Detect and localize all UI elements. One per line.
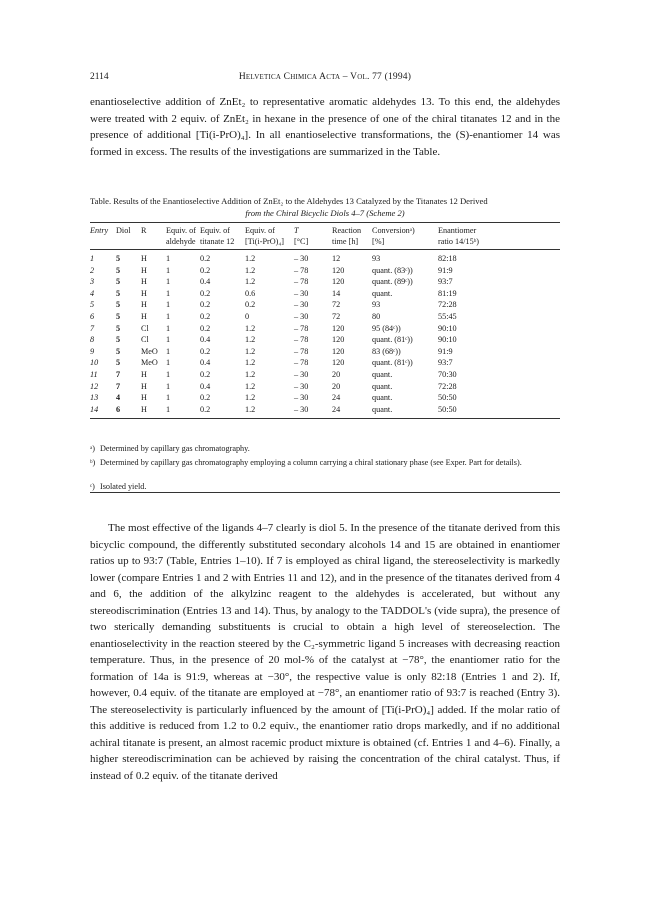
cell-aldehyde: 1 [166, 346, 171, 356]
col-header-titanate: Equiv. of [200, 223, 245, 237]
cell-aldehyde: 1 [166, 335, 171, 345]
cell-reaction-time: 120 [332, 346, 345, 356]
cell-aldehyde: 1 [166, 311, 171, 321]
discussion-paragraph: The most effective of the ligands 4–7 clearly is diol 5. In the presence of the titanate derived from this bicyclic compound, the differently substituted secondary alcohols 14 and 15 are obtained in enantiomer ratios up to 93:7 (Table, Entries 1–10). If 7 is employed as chiral ligand, the stereoselectivity is markedly lower (compare Entries 1 and 2 with Entries 11 and 12), and in the presence of the titanates derived from 4 and 6, the addition of the alkylzinc reagent to the aldehydes is accelerated, but without any stereodiscrimination (Entries 13 and 14). Thus, by analogy to the TADDOL's (vide supra), the presence of two sterically demanding substituents is crucial to obtain a high level of stereoselection. The enantioselectivity in the reaction steered by the C₂-symmetric ligand 5 increases with decreasing reaction temperature. Thus, in the presence of 20 mol-% of the catalyst at −78°, the enantiomer ratio for the formation of 14a is 91:9, whereas at −30°, the respective value is only 82:18 (Entries 1 and 2). If, however, 0.4 equiv. of the titanate are employed at −78°, an enantiomer ratio of 93:7 is reached (Entry 3). The stereoselectivity is particularly influenced by the amount of [Ti(i-PrO)₄] added. If the molar ratio of this additive is reduced from 1.2 to 0.2 equiv., the enantiomer ratio drops markedly, and if no additional achiral titanate is present, an almost racemic product mixture is obtained (cf. Entries 1 and 4–6). Finally, a higher stereodiscrimination can be achieved by raising the concentration of the chiral catalyst. Thus, if instead of 0.2 equiv. of the titanate derived [90, 522, 560, 782]
cell-reaction-time: 20 [332, 369, 341, 379]
cell-tipro: 1.2 [245, 335, 256, 345]
results-table [90, 222, 560, 419]
footnote-mark: ᵇ) [90, 458, 96, 467]
cell-aldehyde: 1 [166, 381, 171, 391]
table-bottom-rule [90, 492, 560, 493]
table-row [90, 250, 560, 265]
cell-entry: 12 [90, 381, 99, 391]
cell-r: MeO [141, 346, 158, 356]
cell-temperature: – 30 [294, 300, 309, 310]
cell-diol: 5 [116, 358, 121, 368]
cell-temperature: – 78 [294, 335, 309, 345]
cell-conversion: 83 (68ᶜ)) [372, 346, 401, 356]
cell-enantiomer-ratio: 55:45 [438, 311, 457, 321]
cell-titanate: 0.2 [200, 323, 211, 333]
table-row [90, 334, 560, 346]
col-header-r: R [141, 223, 166, 237]
cell-diol: 5 [116, 265, 121, 275]
journal-title: Helvetica Chimica Acta – Vol. 77 (1994) [238, 72, 412, 82]
footnote-mark: ᶜ) [90, 482, 95, 491]
cell-enantiomer-ratio: 50:50 [438, 393, 457, 403]
cell-temperature: – 30 [294, 381, 309, 391]
cell-tipro: 1.2 [245, 323, 256, 333]
cell-reaction-time: 120 [332, 358, 345, 368]
cell-conversion: 95 (84ᶜ)) [372, 323, 401, 333]
col-header-entry: Entry [90, 223, 116, 237]
cell-r: H [141, 404, 166, 419]
cell-diol: 7 [116, 381, 121, 391]
col-header-conversion: Conversionᵃ) [372, 223, 438, 237]
cell-diol: 5 [116, 300, 121, 310]
cell-reaction-time: 20 [332, 381, 341, 391]
cell-temperature: – 30 [294, 311, 309, 321]
cell-diol: 5 [116, 335, 121, 345]
table-body [90, 250, 560, 419]
cell-conversion: quant. [372, 393, 393, 403]
cell-aldehyde: 1 [166, 393, 171, 403]
running-header [90, 72, 560, 86]
col-subheader-reaction-time: time [h] [332, 236, 372, 250]
cell-temperature: – 78 [294, 323, 309, 333]
cell-titanate: 0.2 [200, 300, 211, 310]
cell-enantiomer-ratio: 70:30 [438, 369, 457, 379]
cell-aldehyde: 1 [166, 300, 171, 310]
cell-conversion: quant. [372, 288, 393, 298]
cell-titanate: 0.4 [200, 381, 211, 391]
cell-titanate: 0.4 [200, 335, 211, 345]
cell-r: H [141, 300, 147, 310]
table-row [90, 369, 560, 381]
cell-titanate: 0.4 [200, 358, 211, 368]
cell-enantiomer-ratio: 90:10 [438, 335, 457, 345]
cell-tipro: 0.2 [245, 300, 256, 310]
cell-r: H [141, 254, 147, 263]
cell-titanate: 0.2 [200, 265, 211, 275]
cell-enantiomer-ratio: 93:7 [438, 358, 453, 368]
col-header-tipro: Equiv. of [245, 223, 294, 237]
cell-reaction-time: 24 [332, 393, 341, 403]
cell-titanate: 0.4 [200, 277, 211, 287]
cell-entry: 2 [90, 265, 95, 275]
cell-tipro: 1.2 [245, 369, 256, 379]
cell-reaction-time: 72 [332, 300, 341, 310]
cell-entry: 3 [90, 277, 95, 287]
cell-entry: 8 [90, 335, 95, 345]
cell-aldehyde: 1 [166, 254, 171, 263]
cell-enantiomer-ratio: 72:28 [438, 300, 457, 310]
table-row [90, 381, 560, 393]
cell-aldehyde: 1 [166, 323, 171, 333]
cell-entry: 9 [90, 346, 95, 356]
col-subheader-tipro: [Ti(i-PrO)₄] [245, 236, 294, 250]
cell-conversion: quant. [372, 381, 393, 391]
cell-r: MeO [141, 358, 158, 368]
cell-titanate: 0.2 [200, 346, 211, 356]
cell-entry: 11 [90, 369, 98, 379]
table-row [90, 311, 560, 323]
cell-diol: 5 [116, 288, 121, 298]
cell-r: H [141, 381, 147, 391]
cell-enantiomer-ratio: 93:7 [438, 277, 453, 287]
col-subheader-titanate: titanate 12 [200, 236, 245, 250]
cell-temperature: – 78 [294, 358, 309, 368]
cell-temperature: – 30 [294, 369, 309, 379]
cell-tipro: 1.2 [245, 346, 256, 356]
cell-reaction-time: 120 [332, 323, 345, 333]
cell-conversion: 93 [372, 254, 381, 263]
col-subheader [90, 236, 116, 250]
cell-temperature: – 78 [294, 265, 309, 275]
cell-r: H [141, 369, 147, 379]
cell-conversion: quant. [372, 369, 393, 379]
cell-entry: 5 [90, 300, 95, 310]
cell-r: Cl [141, 335, 149, 345]
cell-enantiomer-ratio: 82:18 [438, 254, 457, 263]
cell-diol: 4 [116, 393, 121, 403]
table-header-row [90, 236, 560, 250]
cell-titanate: 0.2 [200, 369, 211, 379]
cell-conversion: quant. (81ᶜ)) [372, 335, 413, 345]
cell-temperature: – 30 [294, 393, 309, 403]
cell-titanate: 0.2 [200, 311, 211, 321]
table-row [90, 265, 560, 277]
cell-r: H [141, 288, 147, 298]
cell-tipro: 1.2 [245, 254, 256, 263]
cell-conversion: 93 [372, 300, 381, 310]
intro-paragraph: enantioselective addition of ZnEt₂ to representative aromatic aldehydes 13. To this end, the aldehydes were treated with 2 equiv. of ZnEt₂ in hexane in the presence of one of the chiral titanates 12 and in the presence of additional [Ti(i-PrO)₄]. In all enantioselective transformations, the (S)-enantiomer 14 was formed in excess. The results of the investigations are summarized in the Table. [90, 96, 560, 158]
cell-conversion: quant. (83ᶜ)) [372, 265, 413, 275]
cell-enantiomer-ratio: 72:28 [438, 381, 457, 391]
cell-entry: 13 [90, 393, 99, 403]
col-header-reaction-time: Reaction [332, 223, 372, 237]
cell-diol: 5 [116, 311, 121, 321]
cell-enantiomer-ratio: 91:9 [438, 265, 453, 275]
cell-diol: 7 [116, 369, 121, 379]
col-header-diol: Diol [116, 223, 141, 237]
col-subheader-enantiomer-ratio: ratio 14/15ᵇ) [438, 236, 560, 250]
cell-tipro: 1.2 [245, 358, 256, 368]
cell-enantiomer-ratio: 90:10 [438, 323, 457, 333]
table-row [90, 276, 560, 288]
cell-reaction-time: 120 [332, 277, 345, 287]
footnote-mark: ᵃ) [90, 444, 95, 453]
col-header-aldehyde: Equiv. of [166, 223, 200, 237]
table-row [90, 392, 560, 404]
cell-aldehyde: 1 [166, 265, 171, 275]
table-caption [90, 196, 560, 219]
cell-conversion: 80 [372, 311, 381, 321]
cell-reaction-time: 24 [332, 404, 372, 419]
cell-entry: 14 [90, 404, 116, 419]
cell-r: H [141, 277, 147, 287]
cell-diol: 6 [116, 404, 141, 419]
table-row [90, 288, 560, 300]
col-subheader-conversion: [%] [372, 236, 438, 250]
cell-reaction-time: 120 [332, 265, 345, 275]
cell-tipro: 0.6 [245, 288, 256, 298]
cell-diol: 5 [116, 323, 121, 333]
cell-entry: 1 [90, 254, 95, 263]
cell-diol: 5 [116, 254, 121, 263]
col-subheader-aldehyde: aldehyde [166, 236, 200, 250]
cell-conversion: quant. (89ᶜ)) [372, 277, 413, 287]
table-caption-line-2: from the Chiral Bicyclic Diols 4–7 (Scheme 2) [245, 207, 405, 218]
table-row [90, 404, 560, 419]
cell-reaction-time: 14 [332, 288, 341, 298]
cell-aldehyde: 1 [166, 288, 171, 298]
table-row [90, 323, 560, 335]
cell-aldehyde: 1 [166, 404, 200, 419]
cell-entry: 6 [90, 311, 95, 321]
table-row [90, 299, 560, 311]
cell-titanate: 0.2 [200, 288, 211, 298]
cell-titanate: 0.2 [200, 404, 245, 419]
cell-r: Cl [141, 323, 149, 333]
cell-temperature: – 30 [294, 288, 309, 298]
cell-temperature: – 30 [294, 404, 332, 419]
cell-reaction-time: 72 [332, 311, 341, 321]
cell-conversion: quant. (81ᶜ)) [372, 358, 413, 368]
table-row [90, 357, 560, 369]
cell-reaction-time: 120 [332, 335, 345, 345]
cell-temperature: – 78 [294, 277, 309, 287]
cell-entry: 10 [90, 358, 99, 368]
cell-temperature: – 78 [294, 346, 309, 356]
cell-tipro: 1.2 [245, 381, 256, 391]
cell-r: H [141, 311, 147, 321]
cell-diol: 5 [116, 277, 121, 287]
col-subheader-temperature: [°C] [294, 236, 332, 250]
col-subheader [141, 236, 166, 250]
cell-tipro: 1.2 [245, 265, 256, 275]
footnote-text: Isolated yield. [100, 482, 147, 491]
col-header-temperature: T [294, 223, 332, 237]
page-number: 2114 [90, 72, 109, 82]
cell-entry: 4 [90, 288, 95, 298]
col-subheader [116, 236, 141, 250]
table-header-row [90, 223, 560, 237]
cell-temperature: – 30 [294, 254, 309, 263]
cell-titanate: 0.2 [200, 254, 211, 263]
cell-titanate: 0.2 [200, 393, 211, 403]
cell-tipro: 1.2 [245, 404, 294, 419]
cell-reaction-time: 12 [332, 254, 341, 263]
cell-enantiomer-ratio: 50:50 [438, 404, 560, 419]
cell-diol: 5 [116, 346, 121, 356]
cell-enantiomer-ratio: 91:9 [438, 346, 453, 356]
cell-aldehyde: 1 [166, 369, 171, 379]
cell-tipro: 1.2 [245, 277, 256, 287]
cell-conversion: quant. [372, 404, 438, 419]
cell-tipro: 1.2 [245, 393, 256, 403]
col-header-enantiomer-ratio: Enantiomer [438, 223, 560, 237]
cell-enantiomer-ratio: 81:19 [438, 288, 457, 298]
cell-entry: 7 [90, 323, 95, 333]
table-caption-line-1: Table. Results of the Enantioselective Addition of ZnEt₂ to the Aldehydes 13 Catalyzed by the Titanates 12 Derived [90, 196, 488, 206]
cell-tipro: 0 [245, 311, 250, 321]
cell-r: H [141, 393, 147, 403]
footnote-text: Determined by capillary gas chromatography employing a column carrying a chiral stationary phase (see Exper. Part for details). [100, 458, 522, 467]
table-row [90, 346, 560, 358]
cell-aldehyde: 1 [166, 277, 171, 287]
cell-r: H [141, 265, 147, 275]
footnote-text: Determined by capillary gas chromatography. [100, 444, 250, 453]
cell-aldehyde: 1 [166, 358, 171, 368]
